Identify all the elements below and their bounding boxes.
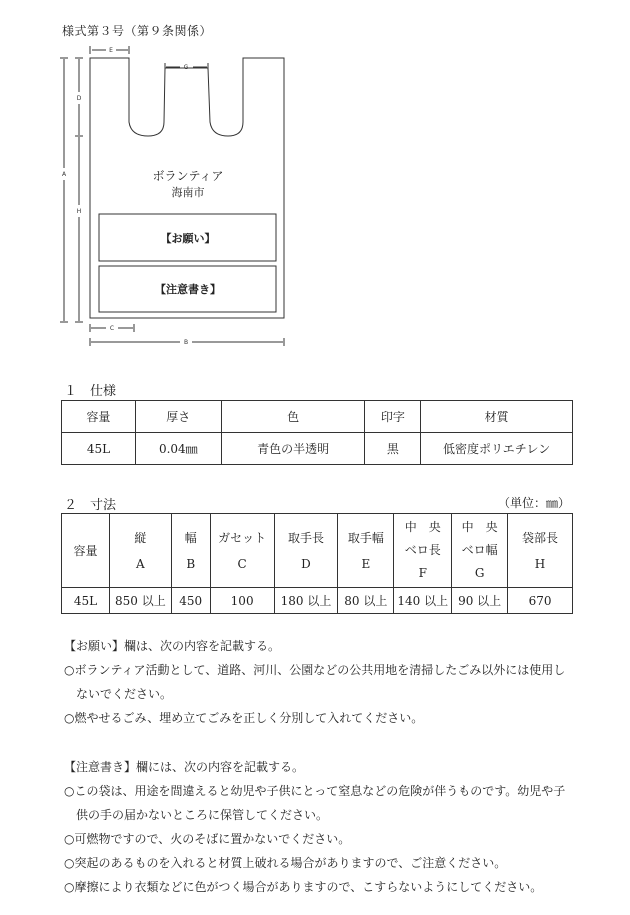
spec-cell: 低密度ポリエチレン xyxy=(421,433,573,465)
onegai-notes xyxy=(64,634,584,730)
dim-header-cell: 取手長 D xyxy=(274,514,338,588)
spec-header-cell: 容量 xyxy=(62,401,136,433)
spec-header-cell: 印字 xyxy=(365,401,421,433)
dim-header-cell: 中 央 ベロ長 F xyxy=(394,514,452,588)
dim-label-b: B xyxy=(183,339,189,346)
dim-cell: 140 以上 xyxy=(394,588,452,614)
note-item: ○この袋は、用途を間違えると幼児や子供にとって窒息などの危険が伴うものです。幼児や子 xyxy=(64,784,566,798)
dim-header-cell: 中 央 ベロ幅 G xyxy=(452,514,508,588)
dim-cell: 450 xyxy=(171,588,210,614)
dim-header-cell: ガセット C xyxy=(210,514,274,588)
spec-header-cell: 厚さ xyxy=(135,401,221,433)
chui-notes xyxy=(64,755,584,899)
spec-cell: 45L xyxy=(62,433,136,465)
note-item-cont: ないでください。 xyxy=(76,687,173,701)
onegai-box-label: 【お願い】 xyxy=(160,232,216,245)
dim-header-cell: 幅 B xyxy=(171,514,210,588)
dim-label-a: A xyxy=(61,171,67,178)
spec-cell: 黒 xyxy=(365,433,421,465)
dim-header-cell: 袋部長 H xyxy=(508,514,573,588)
bag-diagram xyxy=(56,40,296,360)
dim-cell: 670 xyxy=(508,588,573,614)
dim-cell: 100 xyxy=(210,588,274,614)
dim-cell: 80 以上 xyxy=(338,588,394,614)
unit-label: （単位：㎜） xyxy=(498,496,571,510)
note-item: ○突起のあるものを入れると材質上破れる場合がありますので、ご注意ください。 xyxy=(64,856,507,870)
note-item: ○燃やせるごみ、埋め立てごみを正しく分別して入れてください。 xyxy=(64,711,424,725)
dim-label-h: H xyxy=(76,208,82,215)
section1-title: １ 仕様 xyxy=(64,384,117,399)
dimension-table xyxy=(61,513,573,614)
dim-label-g: G xyxy=(183,64,189,71)
dim-label-c: C xyxy=(109,325,115,332)
spec-cell: 青色の半透明 xyxy=(221,433,365,465)
spec-header-cell: 色 xyxy=(221,401,365,433)
dimension-header-row xyxy=(62,514,573,588)
dim-label-e: E xyxy=(109,47,113,54)
spec-table xyxy=(61,400,573,465)
dim-header-cell: 取手幅 E xyxy=(338,514,394,588)
note-item: ○摩擦により衣類などに色がつく場合がありますので、こすらないようにしてください。 xyxy=(64,880,543,894)
dimension-data-row xyxy=(62,588,573,614)
bag-title: ボランティア xyxy=(152,169,224,183)
bag-city: 海南市 xyxy=(171,186,205,199)
onegai-heading: 【お願い】欄は、次の内容を記載する。 xyxy=(64,639,281,653)
dim-cell: 90 以上 xyxy=(452,588,508,614)
dim-cell: 45L xyxy=(62,588,110,614)
chui-heading: 【注意書き】欄には、次の内容を記載する。 xyxy=(64,760,305,774)
spec-data-row xyxy=(62,433,573,465)
spec-cell: 0.04㎜ xyxy=(135,433,221,465)
section2-title: ２ 寸法 xyxy=(64,498,117,513)
dim-header-cell: 縦 A xyxy=(109,514,171,588)
chui-box-label: 【注意書き】 xyxy=(155,283,221,296)
spec-header-cell: 材質 xyxy=(421,401,573,433)
dim-cell: 180 以上 xyxy=(274,588,338,614)
note-item: ○ボランティア活動として、道路、河川、公園などの公共用地を清掃したごみ以外には使用し xyxy=(64,663,566,677)
note-item-cont: 供の手の届かないところに保管してください。 xyxy=(76,808,329,822)
form-number: 様式第３号（第９条関係） xyxy=(62,24,213,38)
dim-header-cell: 容量 xyxy=(62,514,110,588)
spec-header-row xyxy=(62,401,573,433)
note-item: ○可燃物ですので、火のそばに置かないでください。 xyxy=(64,832,351,846)
dim-cell: 850 以上 xyxy=(109,588,171,614)
dim-label-d: D xyxy=(76,95,82,102)
